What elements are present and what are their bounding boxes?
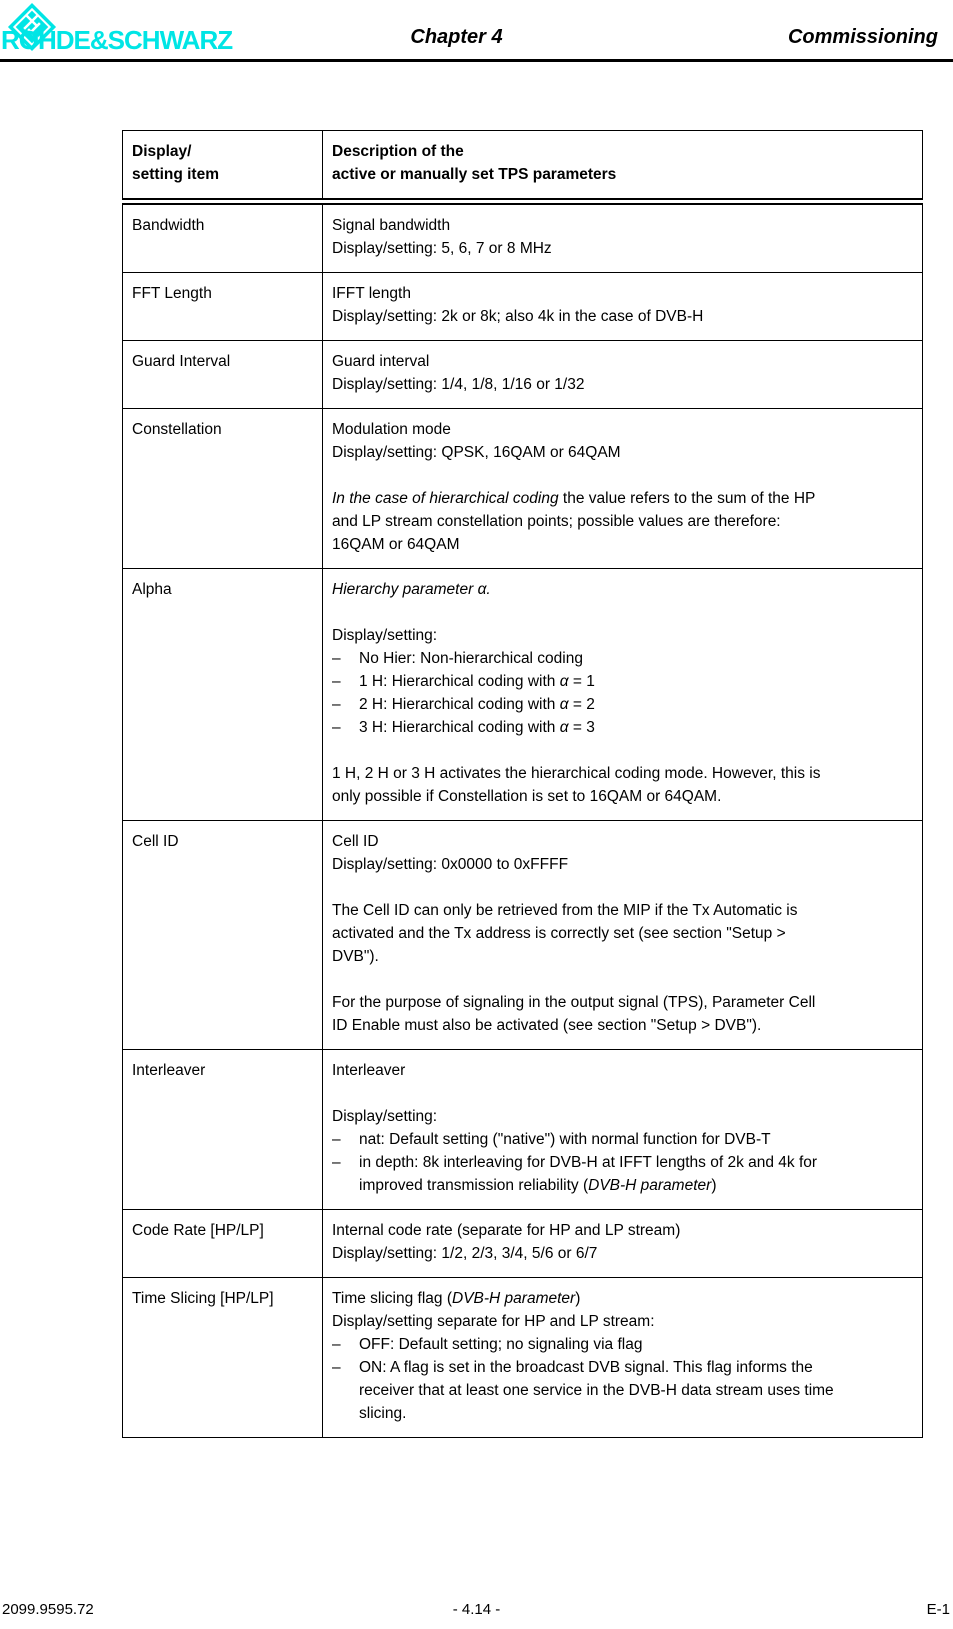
text-segment: the value refers to the sum of the HP [558,490,816,507]
row-description-cell [323,569,923,821]
text-segment: 3 H: Hierarchical coding with [359,719,560,736]
text-segment: = 1 [568,673,595,690]
description-line [332,510,912,533]
line-text [332,948,379,965]
description-line [332,373,912,396]
line-text [332,376,584,393]
row-description-cell [323,409,923,569]
text-segment: α [559,696,569,713]
text-segment: α [559,719,569,736]
row-description-cell [323,202,923,273]
line-text [359,1128,771,1151]
chapter-title: Chapter 4 [410,26,503,48]
description-line [332,785,912,808]
line-text [332,1313,655,1330]
row-description-cell [323,821,923,1050]
row-item-cell: Bandwidth [123,202,323,273]
text-segment: ) [711,1177,717,1194]
line-text [359,647,583,670]
line-text [359,1405,406,1422]
description-line [332,1402,912,1425]
text-segment: only possible if Constellation is set to 16QAM or 64QAM. [332,788,722,805]
description-line [332,716,912,739]
line-text [332,856,568,873]
description-line [332,670,912,693]
text-segment: IFFT length [332,285,411,302]
line-text [332,353,429,370]
column-header-line: setting item [132,166,219,183]
text-segment: 1 H: Hierarchical coding with [359,673,560,690]
text-segment: Display/setting: 0x0000 to 0xFFFF [332,856,569,873]
text-segment: No Hier: Non-hierarchical coding [359,650,583,667]
text-segment: Display/setting: 2k or 8k; also 4k in the case of DVB-H [332,308,704,325]
description-line [332,1082,912,1105]
description-line [332,282,912,305]
row-item-cell: Time Slicing [HP/LP] [123,1278,323,1438]
line-text [332,490,815,507]
row-item-cell: Guard Interval [123,341,323,409]
description-line [332,1128,912,1151]
text-segment: Display/setting: 5, 6, 7 or 8 MHz [332,240,552,257]
table-row [123,409,923,569]
text-segment: OFF: Default setting; no signaling via flag [359,1336,643,1353]
line-text [332,1290,580,1307]
text-segment: 2 H: Hierarchical coding with [359,696,560,713]
text-segment: Display/setting: 1/2, 2/3, 3/4, 5/6 or 6/7 [332,1245,598,1262]
description-line [332,1356,912,1379]
description-line [332,1287,912,1310]
description-line [332,853,912,876]
line-text [359,1382,834,1399]
dash-bullet: – [332,1154,341,1171]
description-line [332,647,912,670]
row-item-cell: Cell ID [123,821,323,1050]
text-segment: 16QAM or 64QAM [332,536,460,553]
line-text [332,581,491,598]
description-line [332,1310,912,1333]
line-text [359,693,595,716]
line-text [359,670,595,693]
text-segment: Guard interval [332,353,430,370]
line-text [359,716,595,739]
text-segment: slicing. [359,1405,407,1422]
logo-text: ROHDE&SCHWARZ [1,25,233,55]
text-segment: DVB-H parameter [452,1290,576,1307]
line-text [332,1062,405,1079]
line-text [332,444,621,461]
text-segment: activated and the Tx address is correctly set (see section "Setup > [332,925,786,942]
table-row [123,1050,923,1210]
text-segment: improved transmission reliability ( [359,1177,589,1194]
section-title: Commissioning [787,26,938,48]
line-text [332,513,781,530]
text-segment: Interleaver [332,1062,406,1079]
text-segment: Display/setting: [332,627,438,644]
table-row [123,273,923,341]
line-text [332,536,460,553]
description-line [332,601,912,624]
description-line [332,762,912,785]
footer-page-number: - 4.14 - [452,1601,501,1618]
table-head [123,131,923,202]
table-row [123,821,923,1050]
column-header-line: Display/ [132,143,192,160]
table-row [123,202,923,273]
row-item-cell: Code Rate [HP/LP] [123,1210,323,1278]
description-line [332,922,912,945]
text-segment: Hierarchy parameter α. [332,581,491,598]
description-line [332,968,912,991]
line-text [332,788,721,805]
text-segment: in depth: 8k interleaving for DVB-H at IFFT lengths of 2k and 4k for [359,1154,818,1171]
description-line [332,1014,912,1037]
dash-bullet: – [332,696,341,713]
description-line [332,1219,912,1242]
text-segment: Display/setting: QPSK, 16QAM or 64QAM [332,444,621,461]
row-description-cell [323,1050,923,1210]
line-text [359,1151,817,1174]
table-row [123,341,923,409]
description-line [332,1333,912,1356]
description-line [332,214,912,237]
column-header-display-item [123,131,323,202]
text-segment: DVB-H parameter [588,1177,712,1194]
footer-doc-number: 2099.9595.72 [2,1601,94,1618]
row-item-cell: Interleaver [123,1050,323,1210]
description-line [332,533,912,556]
description-line [332,305,912,328]
line-text [332,1222,680,1239]
dash-bullet: – [332,650,341,667]
line-text [359,1333,642,1356]
dash-bullet: – [332,1359,341,1376]
text-segment: In the case of hierarchical coding [332,490,559,507]
description-line [332,830,912,853]
description-line [332,1174,912,1197]
column-header-description [323,131,923,202]
table-row [123,1210,923,1278]
row-description-cell [323,273,923,341]
description-line [332,739,912,762]
line-text [332,1017,761,1034]
text-segment: Signal bandwidth [332,217,451,234]
description-line [332,237,912,260]
text-segment: 1 H, 2 H or 3 H activates the hierarchical coding mode. However, this is [332,765,821,782]
description-line [332,441,912,464]
text-segment: and LP stream constellation points; possible values are therefore: [332,513,781,530]
text-segment: ID Enable must also be activated (see section "Setup > DVB"). [332,1017,762,1034]
description-line [332,1242,912,1265]
description-line [332,945,912,968]
description-line [332,578,912,601]
table-header-row [123,131,923,202]
line-text [332,1108,437,1125]
description-line [332,350,912,373]
text-segment: Internal code rate (separate for HP and LP stream) [332,1222,681,1239]
description-line [332,418,912,441]
text-segment: receiver that at least one service in the DVB-H data stream uses time [359,1382,834,1399]
column-header-line: active or manually set TPS parameters [332,166,617,183]
description-line [332,487,912,510]
table-body [123,202,923,1438]
row-description-cell [323,341,923,409]
text-segment: Time slicing flag ( [332,1290,453,1307]
text-segment: ) [575,1290,581,1307]
description-line [332,991,912,1014]
description-line [332,1151,912,1174]
line-text [332,308,703,325]
header-rule [0,59,953,62]
description-line [332,1105,912,1128]
dash-bullet: – [332,673,341,690]
text-segment: = 2 [568,696,595,713]
dash-bullet: – [332,1336,341,1353]
description-line [332,1059,912,1082]
text-segment: For the purpose of signaling in the output signal (TPS), Parameter Cell [332,994,816,1011]
row-item-cell: Alpha [123,569,323,821]
text-segment: Display/setting separate for HP and LP stream: [332,1313,655,1330]
row-description-cell [323,1210,923,1278]
text-segment: The Cell ID can only be retrieved from the MIP if the Tx Automatic is [332,902,798,919]
line-text [332,994,815,1011]
table-row [123,569,923,821]
row-item-cell: FFT Length [123,273,323,341]
table-row [123,1278,923,1438]
text-segment: Display/setting: [332,1108,438,1125]
line-text [332,240,552,257]
description-line [332,464,912,487]
dash-bullet: – [332,1131,341,1148]
description-line [332,693,912,716]
line-text [332,421,451,438]
line-text [332,217,450,234]
line-text [332,285,411,302]
line-text [332,902,797,919]
tps-parameters-table [122,130,923,1438]
text-segment: = 3 [568,719,595,736]
line-text [332,833,379,850]
description-line [332,876,912,899]
line-text [332,627,437,644]
text-segment: α [559,673,569,690]
text-segment: nat: Default setting ("native") with normal function for DVB-T [359,1131,771,1148]
text-segment: Display/setting: 1/4, 1/8, 1/16 or 1/32 [332,376,585,393]
description-line [332,1379,912,1402]
row-description-cell [323,1278,923,1438]
line-text [359,1177,716,1194]
row-item-cell: Constellation [123,409,323,569]
text-segment: Modulation mode [332,421,451,438]
text-segment: ON: A flag is set in the broadcast DVB signal. This flag informs the [359,1359,813,1376]
line-text [359,1356,813,1379]
column-header-line: Description of the [332,143,464,160]
footer-edition: E-1 [926,1601,950,1618]
description-line [332,624,912,647]
text-segment: Cell ID [332,833,379,850]
text-segment: DVB"). [332,948,379,965]
dash-bullet: – [332,719,341,736]
line-text [332,765,820,782]
line-text [332,925,786,942]
description-line [332,899,912,922]
line-text [332,1245,597,1262]
